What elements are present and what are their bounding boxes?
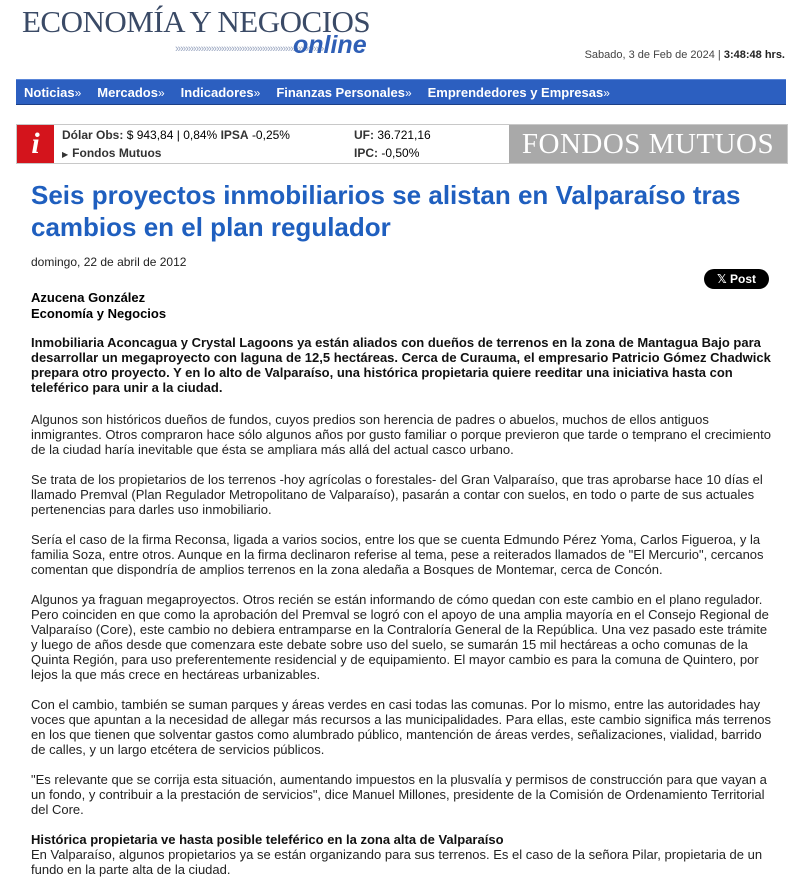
article-lead: Inmobiliaria Aconcagua y Crystal Lagoons ya están aliados con dueños de terrenos en la zona de Mantagua Bajo para desarrollar un megaproyecto con laguna de 12,5 hectáreas. Cerca de Curauma, el empresario Patricio Gómez Chadwick prepara otro proyecto. Y en lo alto de Valparaíso, una histórica propietaria quiere reeditar una iniciativa hasta con teleférico para unir a la ciudad. xyxy=(31,335,771,395)
dolar-change: 0,84% xyxy=(183,128,218,142)
site-header xyxy=(0,0,808,76)
article-body xyxy=(31,335,777,877)
ipc-value: -0,50% xyxy=(381,146,420,160)
article-paragraph: En Valparaíso, algunos propietarios ya se están organizando para sus terrenos. Es el caso de la señora Pilar, propietaria de un fundo en la parte alta de la ciudad. xyxy=(31,847,763,877)
current-datetime: Sabado, 3 de Feb de 2024 | 3:48:48 hrs. xyxy=(584,49,785,61)
fondos-mutuos-banner[interactable]: FONDOS MUTUOS xyxy=(509,125,787,163)
dolar-value: $ 943,84 xyxy=(126,128,174,142)
nav-item-indicadores[interactable]: Indicadores» xyxy=(180,84,261,100)
article-title: Seis proyectos inmobiliarios se alistan en Valparaíso tras cambios en el plan regulador xyxy=(31,180,741,242)
nav-item-noticias[interactable]: Noticias» xyxy=(24,84,82,100)
x-logo-icon: 𝕏 xyxy=(716,272,727,286)
site-logo-online[interactable]: online xyxy=(293,31,367,59)
nav-arrow: » xyxy=(603,85,610,100)
ipsa-value: -0,25% xyxy=(251,128,290,142)
ticker-ipc xyxy=(354,146,419,160)
author-section: Economía y Negocios xyxy=(31,306,167,321)
article-byline xyxy=(31,290,166,322)
nav-item-finanzas-personales[interactable]: Finanzas Personales» xyxy=(276,84,412,100)
article-date: domingo, 22 de abril de 2012 xyxy=(31,255,187,269)
article-paragraph: "Es relevante que se corrija esta situación, aumentando impuestos en la plusvalía y permisos de construcción para que vayan a un fondo, y contribuir a la prestación de servicios", dice Manuel Millones, presidente de la Comisión de Ordenamiento Territorial del Core. xyxy=(31,772,767,817)
fondos-mutuos-row xyxy=(62,146,161,160)
site-logo[interactable]: ECONOMÍA Y NEGOCIOS xyxy=(22,4,371,39)
market-ticker xyxy=(16,124,788,164)
logo-decoration: »»»»»»»»»»»»»»»»»»»»»»»»»»»»» xyxy=(175,43,324,55)
current-time: 3:48:48 hrs. xyxy=(723,49,785,61)
article-paragraph: Algunos son históricos dueños de fundos, cuyos predios son herencia de padres o abuelos, muchos de ellos antiguos inmigrantes. Otros compraron hace sólo algunos años por gusto familiar o porque previeron que tarde o temprano el crecimiento de la ciudad haría inevitable que ésta se ampliara más allá del actual casco urbano. xyxy=(31,412,771,457)
nav-item-mercados[interactable]: Mercados» xyxy=(97,84,165,100)
fondos-mutuos-link[interactable]: Fondos Mutuos xyxy=(72,146,162,160)
ipc-label: IPC: xyxy=(354,146,378,160)
nav-arrow: » xyxy=(157,85,165,100)
ticker-uf xyxy=(354,128,431,142)
article-paragraph: Se trata de los propietarios de los terrenos -hoy agrícolas o forestales- del Gran Valparaíso, que tras aprobarse hace 10 días el llamado Premval (Plan Regulador Metropolitano de Valparaíso), pasarán a contar con suelos, en todo o parte de sus actuales pertenencias para darles uso inmobiliario. xyxy=(31,472,763,517)
uf-label: UF: xyxy=(354,128,374,142)
main-nav xyxy=(16,79,786,105)
article-subheading: Histórica propietaria ve hasta posible teleférico en la zona alta de Valparaíso xyxy=(31,832,504,847)
article-paragraph: Con el cambio, también se suman parques y áreas verdes en casi todas las comunas. Por lo mismo, entre las autoridades hay voces que apuntan a la necesidad de allegar más recursos a las municipalidades. Para ellas, este cambio significa más terrenos en los que tienen que solventar gastos como alumbrado público, mantención de áreas verdes, señalizaciones, vialidad, barrido de calles, y un largo etcétera de servicios públicos. xyxy=(31,697,771,757)
author-name: Azucena González xyxy=(31,290,146,305)
info-icon: i xyxy=(17,125,54,163)
nav-arrow: » xyxy=(253,85,261,100)
nav-arrow: » xyxy=(74,85,82,100)
article-paragraph: Sería el caso de la firma Reconsa, ligada a varios socios, entre los que se cuenta Edmundo Pérez Yoma, Carlos Figueroa, y la familia Soza, entre otros. Aunque en la firma declinaron referise al tema, pese a reiterados llamados de "El Mercurio", cercanos comentan que dispondría de amplios terrenos en la zona aledaña a Bosques de Montemar, cerca de Concón. xyxy=(31,532,764,577)
dolar-label: Dólar Obs: xyxy=(62,128,124,142)
x-post-button[interactable] xyxy=(704,269,769,289)
nav-item-emprendedores[interactable]: Emprendedores y Empresas» xyxy=(427,84,610,100)
current-date: Sabado, 3 de Feb de 2024 xyxy=(584,49,715,61)
nav-arrow: » xyxy=(404,85,412,100)
ticker-dolar-ipsa: Dólar Obs: $ 943,84 | 0,84% IPSA -0,25% xyxy=(62,128,290,142)
uf-value: 36.721,16 xyxy=(377,128,431,142)
ipsa-label: IPSA xyxy=(220,128,249,142)
article-paragraph: Algunos ya fraguan megaproyectos. Otros recién se están informando de cómo quedan con este cambio en el plano regulador. Pero coinciden en que como la aprobación del Premval se logró con el apoyo de una amplia mayoría en el Consejo Regional de Valparaíso (Core), este cambio no debiera entramparse en la Contraloría General de la República. Una vez pasado este trámite y luego de años desde que comenzara este debate sobre uso del suelo, se sumarán 15 mil hectáreas a ocho comunas de la Quinta Región, para uso preferentemente residencial y de equipamiento. El mayor cambio es para la comuna de Quintero, por lejos la que más crece en hectáreas urbanizables. xyxy=(31,592,769,682)
triangle-right-icon: ▶ xyxy=(62,150,69,159)
x-post-label: Post xyxy=(730,272,757,286)
